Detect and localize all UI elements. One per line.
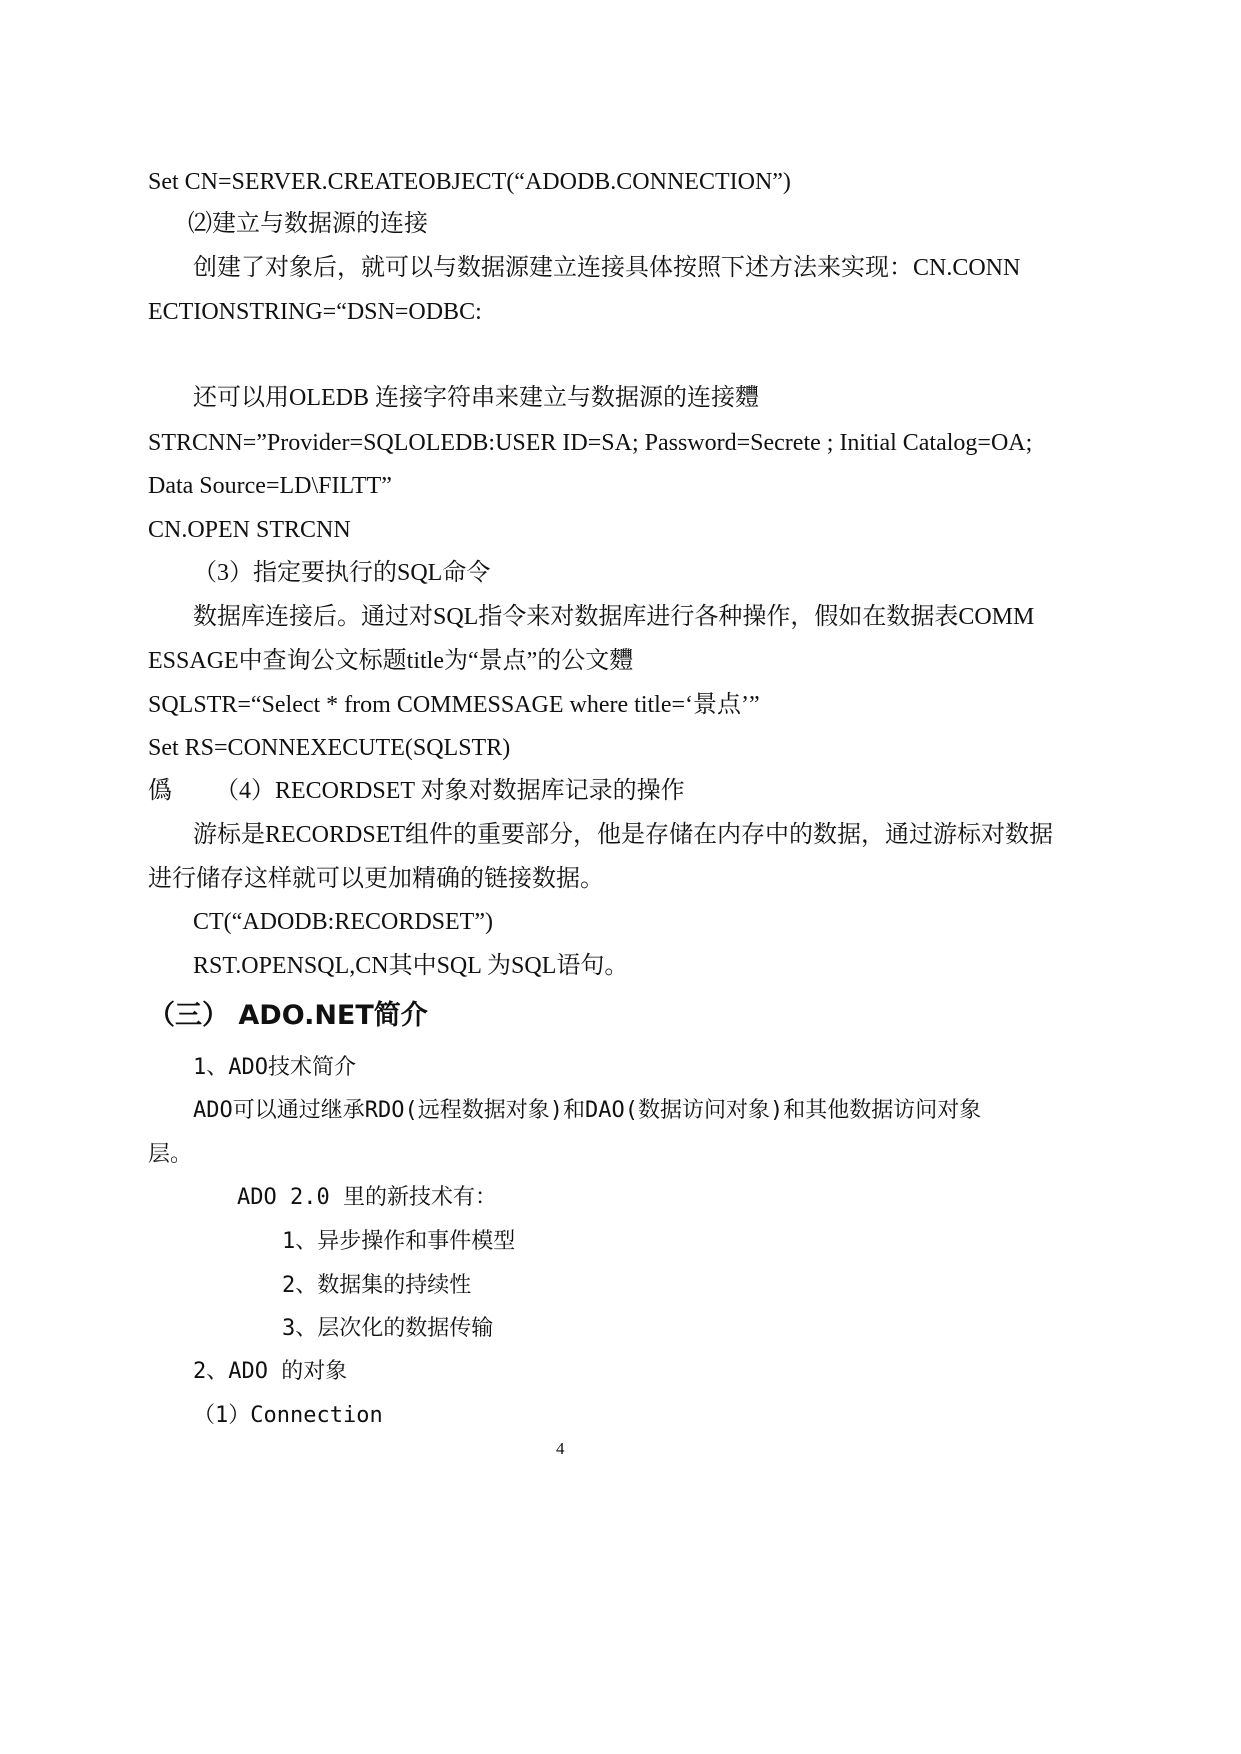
code-line: CT(“ADODB:RECORDSET”) — [193, 909, 493, 935]
code-line: Set RS=CONNEXECUTE(SQLSTR) — [148, 735, 511, 761]
list-intro: ADO 2.0 里的新技术有： — [237, 1185, 497, 1210]
subsection-heading: 2、ADO 的对象 — [193, 1359, 348, 1384]
paragraph-line: ADO可以通过继承RDO(远程数据对象)和DAO(数据访问对象)和其他数据访问对象 — [193, 1098, 982, 1123]
code-line: Set CN=SERVER.CREATEOBJECT(“ADODB.CONNECTION”) — [148, 169, 791, 195]
paragraph-line: ESSAGE中查询公文标题title为“景点”的公文麷 — [148, 648, 634, 674]
code-line: SQLSTR=“Select * from COMMESSAGE where title=‘景点’” — [148, 692, 760, 718]
paragraph-line: 创建了对象后，就可以与数据源建立连接具体按照下述方法来实现：CN.CONN — [193, 255, 1021, 281]
stray-character: 僞 — [148, 778, 172, 804]
code-line: STRCNN=”Provider=SQLOLEDB:USER ID=SA; Password=Secrete ; Initial Catalog=OA; — [148, 430, 1033, 456]
page-number: 4 — [556, 1439, 565, 1458]
step-heading: （4）RECORDSET 对象对数据库记录的操作 — [215, 778, 685, 804]
paragraph-line: 数据库连接后。通过对SQL指令来对数据库进行各种操作，假如在数据表COMM — [193, 604, 1035, 630]
step-heading: （3）指定要执行的SQL命令 — [193, 560, 491, 586]
step-heading: ⑵建立与数据源的连接 — [188, 211, 428, 237]
step-heading: （1）Connection — [193, 1403, 383, 1428]
paragraph-line: 层。 — [148, 1142, 193, 1167]
paragraph-line: 进行储存这样就可以更加精确的链接数据。 — [148, 866, 604, 892]
subsection-heading: 1、ADO技术简介 — [193, 1055, 356, 1080]
list-item: 2、数据集的持续性 — [282, 1273, 472, 1298]
code-line: Data Source=LD\FILTT” — [148, 473, 392, 499]
code-line: CN.OPEN STRCNN — [148, 517, 351, 543]
section-heading: （三） ADO.NET简介 — [148, 1000, 428, 1031]
list-item: 1、异步操作和事件模型 — [282, 1229, 516, 1254]
paragraph-line: RST.OPENSQL,CN其中SQL 为SQL语句。 — [193, 953, 629, 979]
code-line: ECTIONSTRING=“DSN=ODBC: — [148, 299, 482, 325]
paragraph-line: 还可以用OLEDB 连接字符串来建立与数据源的连接麷 — [193, 385, 759, 411]
paragraph-line: 游标是RECORDSET组件的重要部分，他是存储在内存中的数据，通过游标对数据 — [193, 822, 1054, 848]
list-item: 3、层次化的数据传输 — [282, 1316, 494, 1341]
